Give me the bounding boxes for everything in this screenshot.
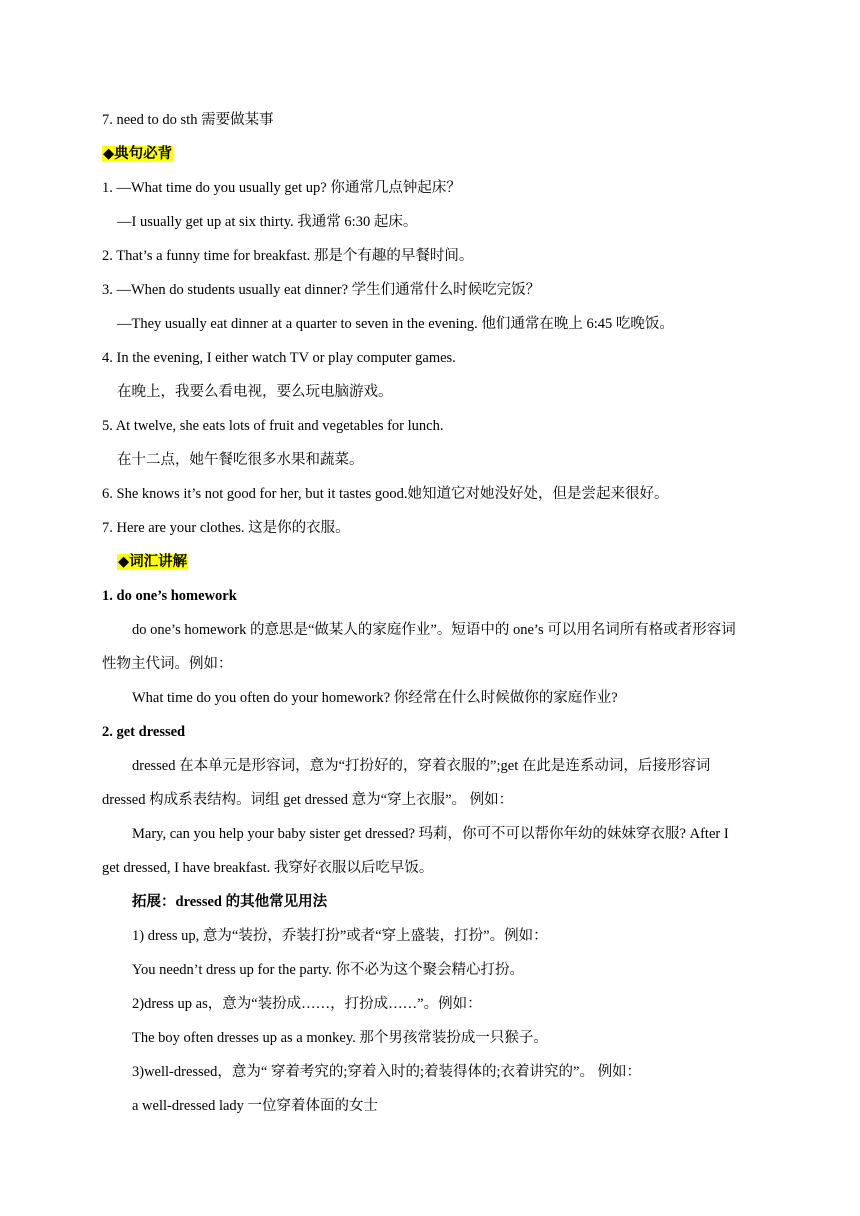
sentence-5-chinese: 在十二点，她午餐吃很多水果和蔬菜。 — [117, 452, 364, 468]
sentence-4-chinese: 在晚上，我要么看电视，要么玩电脑游戏。 — [117, 384, 393, 400]
sentence-6: 6. She knows it’s not good for her, but it tastes good.她知道它对她没好处，但是尝起来很好。 — [102, 486, 669, 502]
vocab-2-example-line-2: get dressed, I have breakfast. 我穿好衣服以后吃早饭。 — [102, 860, 434, 876]
sentence-2: 2. That’s a funny time for breakfast. 那是个有趣的早餐时间。 — [102, 248, 474, 264]
sentence-7: 7. Here are your clothes. 这是你的衣服。 — [102, 520, 350, 536]
vocab-1-explanation-line-1: do one’s homework 的意思是“做某人的家庭作业”。短语中的 one’s 可以用名词所有格或者形容词 — [132, 622, 736, 638]
sentence-4-english: 4. In the evening, I either watch TV or play computer games. — [102, 350, 456, 366]
section-heading-vocabulary: ◆词汇讲解 — [118, 554, 188, 570]
extension-3-example: a well-dressed lady 一位穿着体面的女士 — [132, 1098, 379, 1114]
extension-1-example: You needn’t dress up for the party. 你不必为这个聚会精心打扮。 — [132, 962, 525, 978]
vocab-2-example-line-1: Mary, can you help your baby sister get dressed? 玛莉，你可不可以帮你年幼的妹妹穿衣服? After I — [132, 826, 729, 842]
extension-2: 2)dress up as，意为“装扮成……，打扮成……”。例如： — [132, 996, 482, 1012]
sentence-3-answer: —They usually eat dinner at a quarter to seven in the evening. 他们通常在晚上 6:45 吃晚饭。 — [117, 316, 674, 332]
vocab-1-title: 1. do one’s homework — [102, 588, 237, 604]
extension-2-example: The boy often dresses up as a monkey. 那个男孩常装扮成一只猴子。 — [132, 1030, 548, 1046]
phrase-7: 7. need to do sth 需要做某事 — [102, 112, 274, 128]
vocab-1-explanation-line-2: 性物主代词。例如： — [102, 656, 233, 672]
vocab-2-explanation-line-1: dressed 在本单元是形容词，意为“打扮好的，穿着衣服的”;get 在此是连系动词，后接形容词 — [132, 758, 711, 774]
sentence-3-question: 3. —When do students usually eat dinner? 学生们通常什么时候吃完饭？ — [102, 282, 541, 298]
sentence-1-answer: —I usually get up at six thirty. 我通常 6:30 起床。 — [117, 214, 418, 230]
vocab-1-example: What time do you often do your homework? 你经常在什么时候做你的家庭作业? — [132, 690, 618, 706]
extension-1: 1) dress up, 意为“装扮，乔装打扮”或者“穿上盛装，打扮”。例如： — [132, 928, 548, 944]
vocab-2-title: 2. get dressed — [102, 724, 186, 740]
sentence-5-english: 5. At twelve, she eats lots of fruit and vegetables for lunch. — [102, 418, 444, 434]
extension-3: 3)well-dressed，意为“ 穿着考究的;穿着入时的;着装得体的;衣着讲究的”。 例如： — [132, 1064, 642, 1080]
vocab-2-explanation-line-2: dressed 构成系表结构。词组 get dressed 意为“穿上衣服”。 例如： — [102, 792, 514, 808]
sentence-1-question: 1. —What time do you usually get up? 你通常几点钟起床？ — [102, 180, 461, 196]
extension-title: 拓展：dressed 的其他常见用法 — [132, 894, 328, 910]
section-heading-sentences: ◆典句必背 — [103, 146, 173, 162]
